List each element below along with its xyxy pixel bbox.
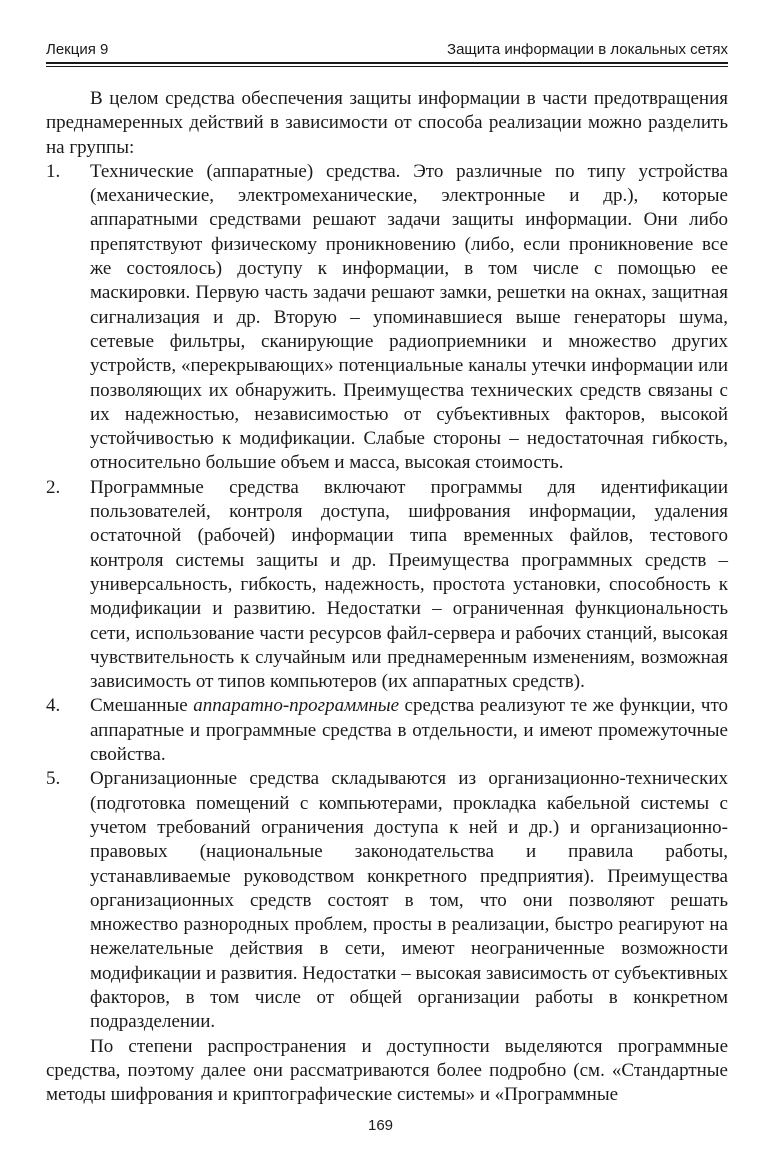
header-rule-thin: [46, 66, 728, 67]
header-section-title: Защита информации в локальных сетях: [447, 41, 728, 58]
list-number: 2.: [46, 476, 61, 498]
list-item-text: Технические (аппаратные) средства. Это различные по типу устройства (механические, электромеханические, электронные и др.), которые аппаратными средствами решают задачи защиты информации. Они либо препятствуют физическому проникновению (либо, если проникновение все же состоялось) доступу к информации, в том числе с помощью ее маскировки. Первую часть задачи решают замки, решетки на окнах, защитная сигнализация и др. Вторую – упоминавшиеся выше генераторы шума, сетевые фильтры, сканирующие радиоприемники и множество других устройств, «перекрывающих» потенциальные каналы утечки информации или позволяющих их обнаружить. Преимущества технических средств связаны с их надежностью, независимостью от субъективных факторов, высокой устойчивостью к модификации. Слабые стороны – недостаточная гибкость, относительно большие объем и масса, высокая стоимость.: [90, 160, 728, 474]
list-item-text-before: Смешанные: [90, 695, 194, 717]
list-item-5: [46, 767, 728, 1034]
header-lecture-label: Лекция 9: [46, 41, 109, 58]
list-item-text-italic: аппаратно-программные: [193, 695, 400, 717]
header-rule-thick: [46, 62, 728, 64]
list-item-text-after: средства реализуют те же функции, что аппаратные и программные средства в отдельности, и имеют промежуточные свойства.: [90, 695, 728, 766]
body-text: [46, 87, 728, 1107]
list-item-4: [46, 694, 728, 767]
list-item-text: Программные средства включают программы для идентификации пользователей, контроля доступа, шифрования информации, удаления остаточной (рабочей) информации типа временных файлов, тестового контроля системы защиты и др. Преимущества программных средств – универсальность, гибкость, надежность, простота установки, способность к модификации и развитию. Недостатки – ограниченная функциональность сети, использование части ресурсов файл-сервера и рабочих станций, высокая чувствительность к случайным или преднамеренным изменениям, возможная зависимость от типов компьютеров (их аппаратных средств).: [90, 476, 728, 693]
page-number: 169: [367, 1117, 394, 1134]
intro-paragraph: В целом средства обеспечения защиты информации в части предотвращения преднамеренных действий в зависимости от способа реализации можно разделить на группы:: [46, 88, 728, 158]
list-number: 1.: [46, 160, 61, 182]
running-header: [46, 40, 728, 62]
list-number: 4.: [46, 695, 61, 717]
list-item-text: Организационные средства складываются из организационно-технических (подготовка помещений с компьютерами, прокладка кабельной системы с учетом требований ограничения доступа к ней и др.) и организационно-правовых (национальные законодательства и правила работы, устанавливаемые руководством конкретного предприятия). Преимущества организационных средств состоят в том, что они позволяют решать множество разнородных проблем, просты в реализации, быстро реагируют на нежелательные действия в сети, имеют неограниченные возможности модификации и развития. Недостатки – высокая зависимость от субъективных факторов, в том числе от общей организации работы в конкретном подразделении.: [90, 768, 728, 1033]
list-number: 5.: [46, 768, 61, 790]
list-item-1: [46, 160, 728, 476]
list-item-2: [46, 476, 728, 695]
closing-paragraph: По степени распространения и доступности выделяются программные средства, поэтому далее они рассматриваются более подробно (см. «Стандартные методы шифрования и криптографические системы» и «Программные: [46, 1035, 728, 1106]
